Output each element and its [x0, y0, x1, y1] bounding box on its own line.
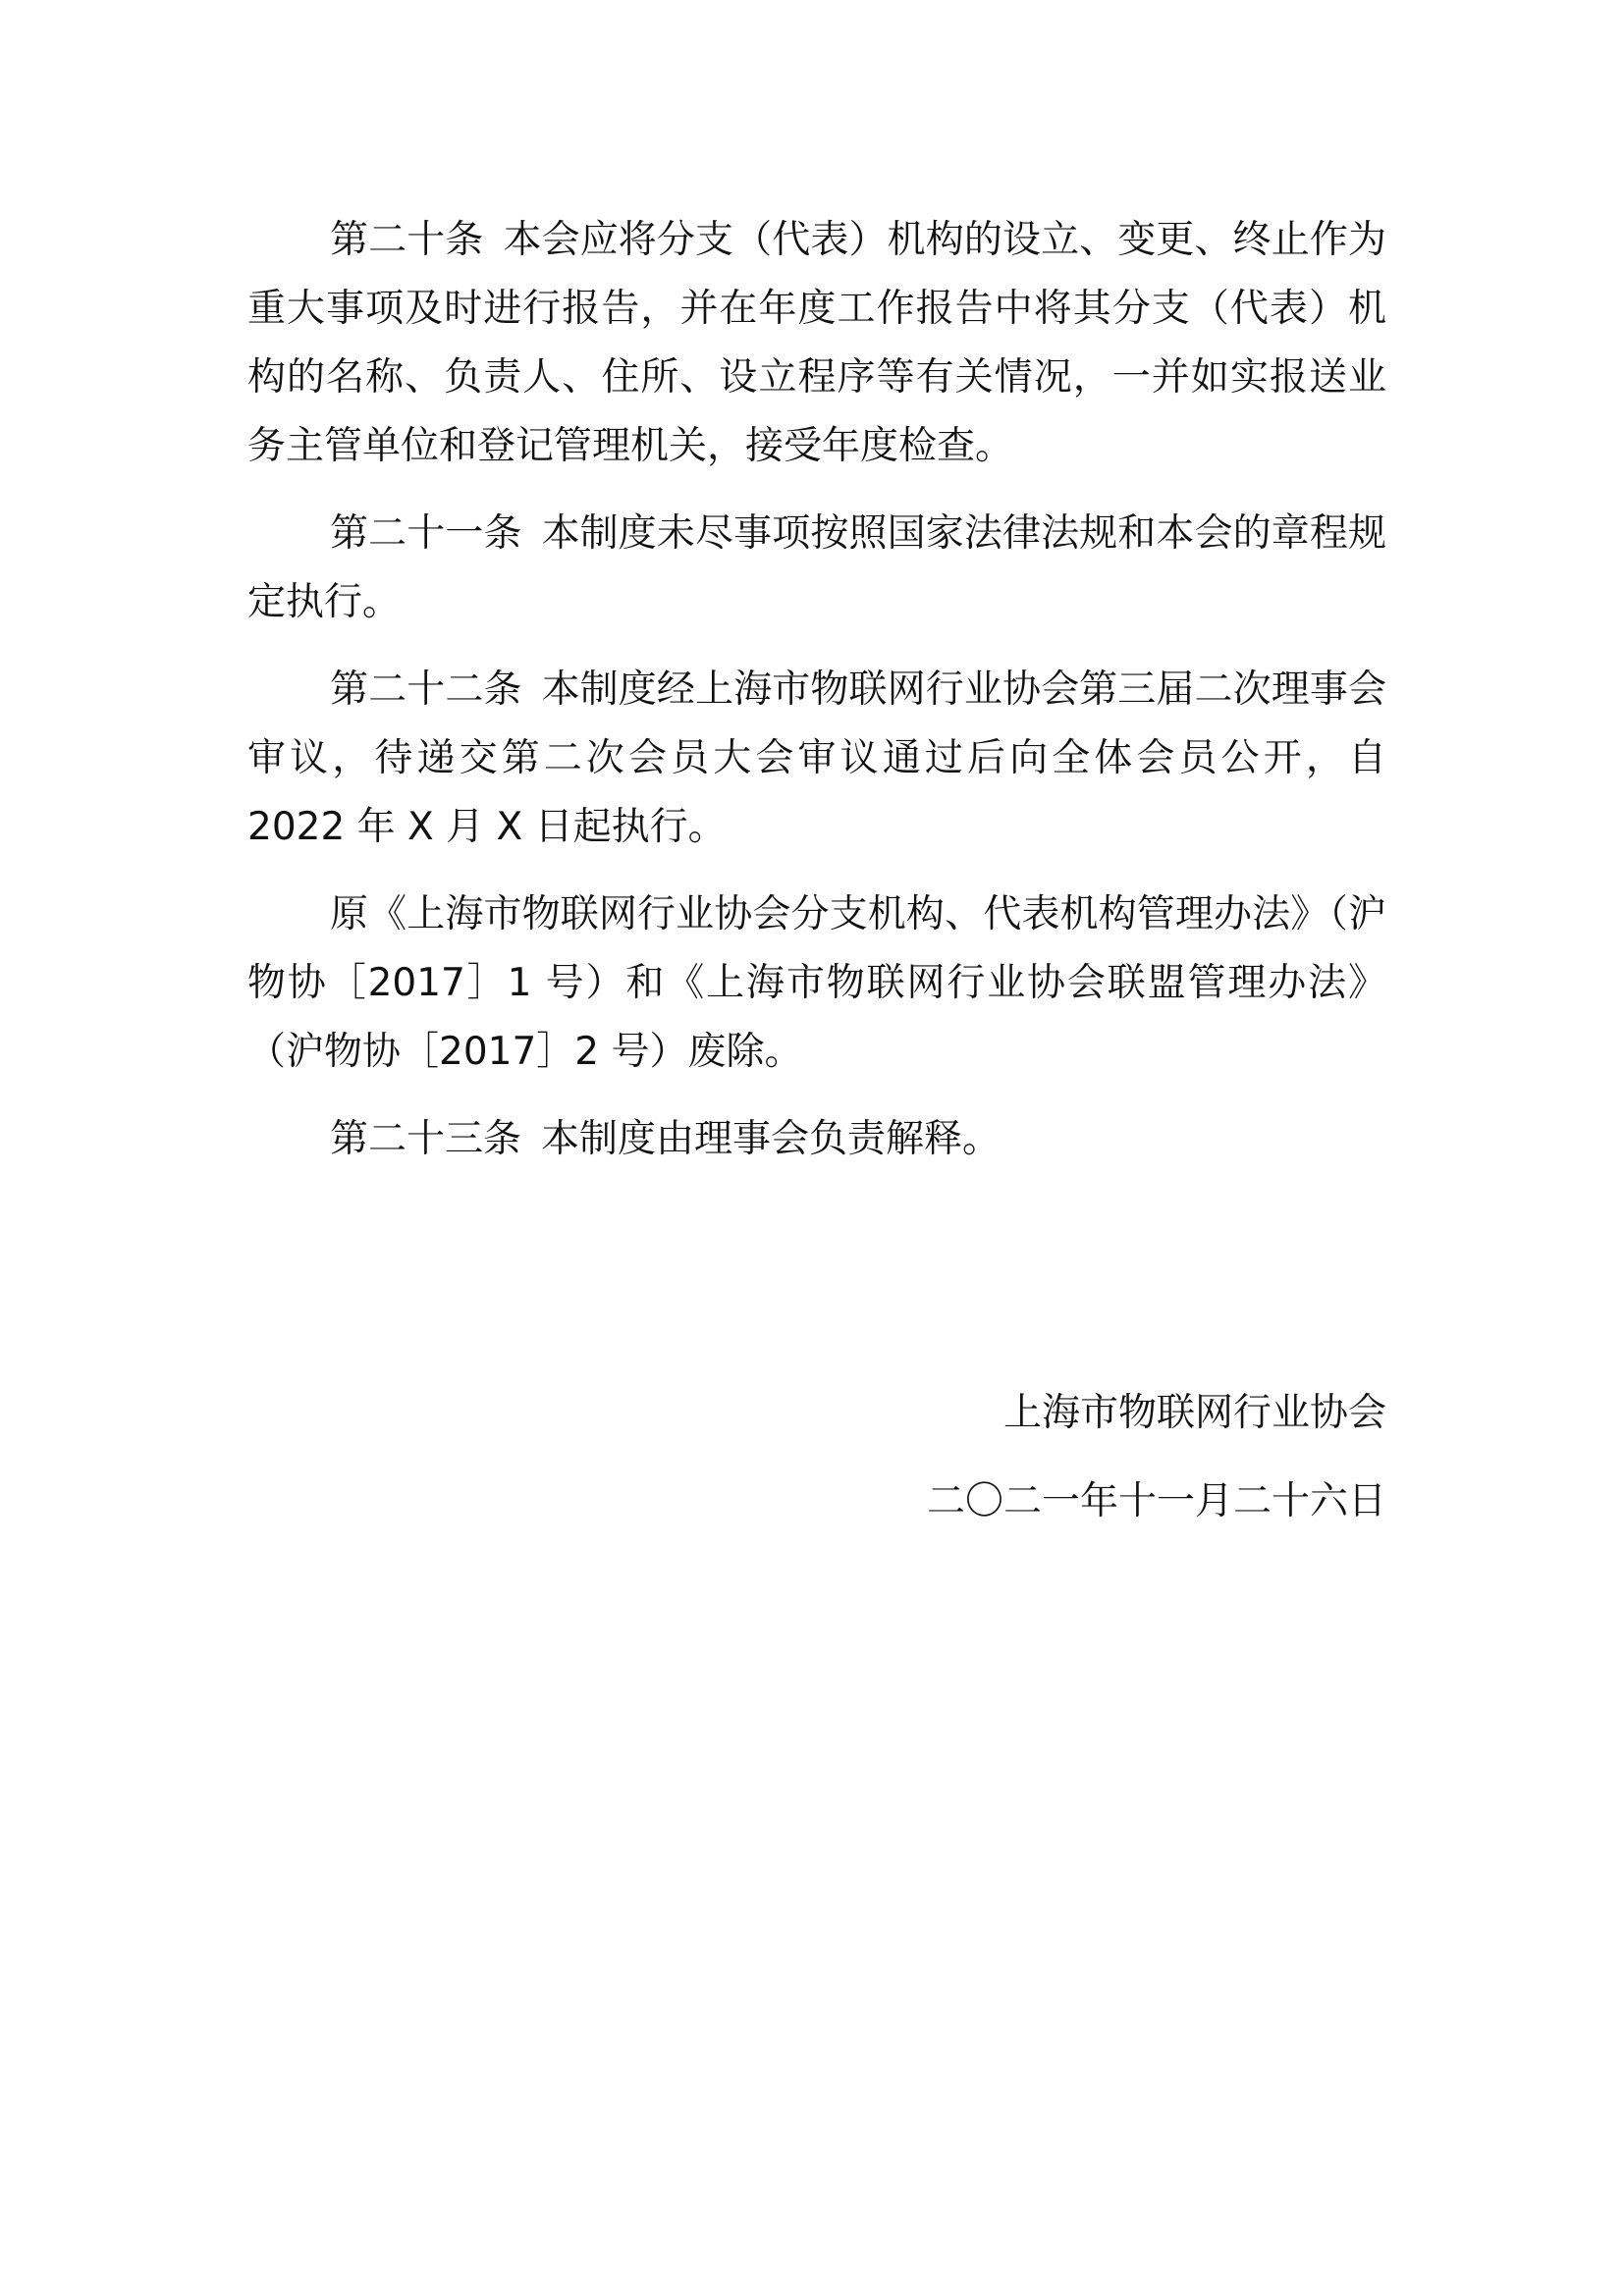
article-paragraph-22 — [247, 656, 1386, 862]
document-body — [247, 206, 1386, 1193]
article-number: 第二十三条 — [330, 1117, 522, 1161]
article-number: 第二十一条 — [330, 511, 522, 556]
signature-organization: 上海市物联网行业协会 — [1002, 1391, 1386, 1435]
signature-date: 二〇二一年十一月二十六日 — [926, 1479, 1386, 1523]
article-text: 本制度由理事会负责解释。 — [541, 1117, 1001, 1161]
article-text: 本制度未尽事项按照国家法律法规和本会的章程规定执行。 — [247, 511, 1386, 624]
repeal-text: 原《上海市物联网行业协会分支机构、代表机构管理办法》（沪物协［2017］1 号）和《上海市物联网行业协会联盟管理办法》（沪物协［2017］2 号）废除。 — [247, 892, 1386, 1074]
article-number: 第二十二条 — [330, 667, 522, 712]
repeal-paragraph — [247, 881, 1386, 1087]
article-number: 第二十条 — [330, 218, 484, 262]
article-paragraph-20 — [247, 206, 1386, 481]
article-text: 本会应将分支（代表）机构的设立、变更、终止作为重大事项及时进行报告，并在年度工作报告中将其分支（代表）机构的名称、负责人、住所、设立程序等有关情况，一并如实报送业务主管单位和登记管理机关，接受年度检查。 — [247, 218, 1386, 468]
article-text: 本制度经上海市物联网行业协会第三届二次理事会审议，待递交第二次会员大会审议通过后向全体会员公开，自 2022 年 X 月 X 日起执行。 — [247, 667, 1386, 849]
article-paragraph-21 — [247, 500, 1386, 637]
article-paragraph-23 — [247, 1105, 1386, 1174]
